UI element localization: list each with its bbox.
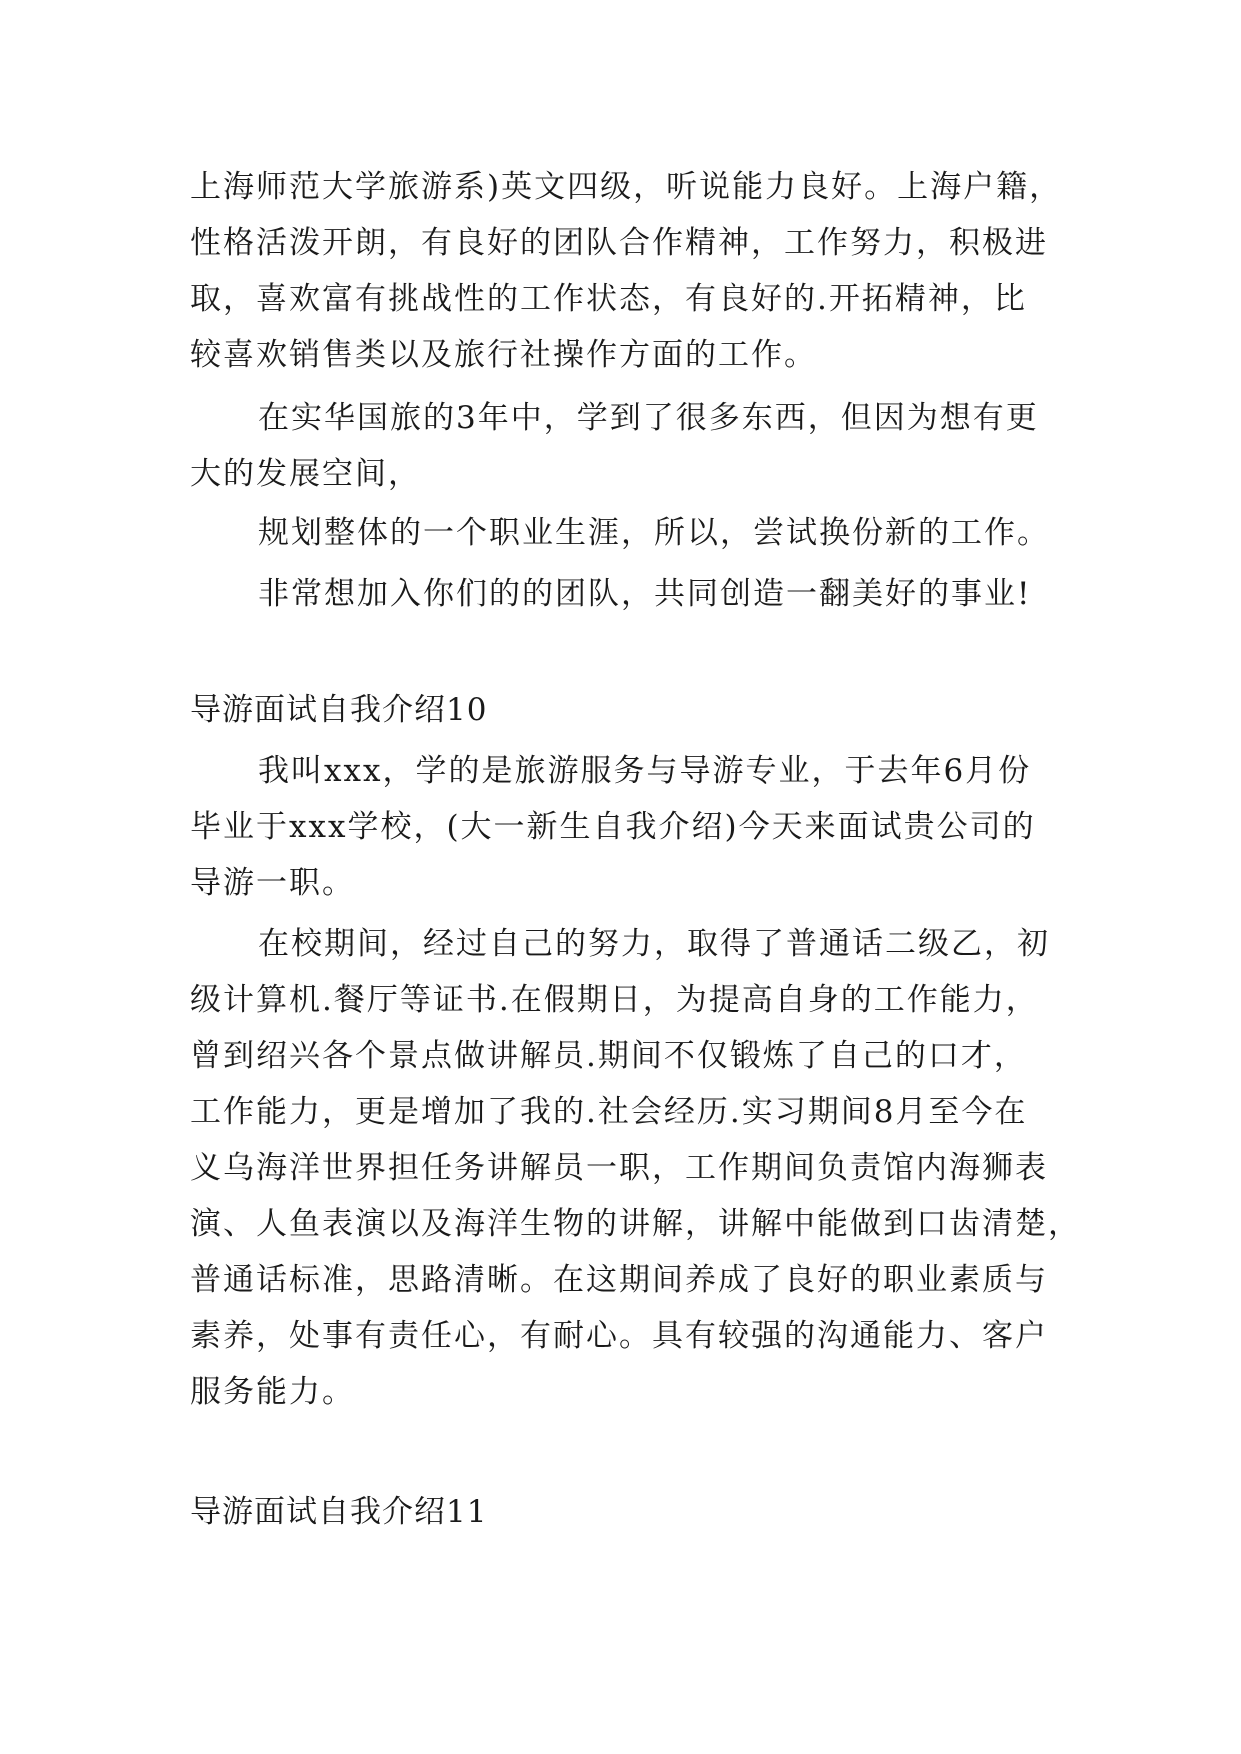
paragraph-line: 义乌海洋世界担任务讲解员一职，工作期间负责馆内海狮表	[190, 1150, 1048, 1186]
paragraph-line: 曾到绍兴各个景点做讲解员.期间不仅锻炼了自己的口才，	[190, 1038, 1027, 1074]
paragraph-line: 规划整体的一个职业生涯，所以，尝试换份新的工作。	[258, 515, 1050, 551]
paragraph-line: 在实华国旅的3年中，学到了很多东西，但因为想有更	[258, 400, 1039, 436]
paragraph-line: 演、人鱼表演以及海洋生物的讲解，讲解中能做到口齿清楚，	[190, 1206, 1081, 1242]
paragraph-line: 级计算机.餐厅等证书.在假期日，为提高自身的工作能力，	[190, 982, 1039, 1018]
paragraph-line: 取，喜欢富有挑战性的工作状态，有良好的.开拓精神，比	[190, 281, 1027, 317]
paragraph-line: 在校期间，经过自己的努力，取得了普通话二级乙，初	[258, 926, 1050, 962]
section-heading: 导游面试自我介绍10	[190, 692, 488, 728]
paragraph-line: 性格活泼开朗，有良好的团队合作精神，工作努力，积极进	[190, 225, 1048, 261]
paragraph-line: 毕业于xxx学校，(大一新生自我介绍)今天来面试贵公司的	[190, 809, 1036, 845]
paragraph-line: 服务能力。	[190, 1374, 355, 1410]
paragraph-line: 非常想加入你们的的团队，共同创造一翻美好的事业!	[258, 576, 1032, 612]
section-heading: 导游面试自我介绍11	[190, 1494, 488, 1530]
paragraph-line: 较喜欢销售类以及旅行社操作方面的工作。	[190, 337, 817, 373]
paragraph-line: 普通话标准，思路清晰。在这期间养成了良好的职业素质与	[190, 1262, 1048, 1298]
paragraph-line: 工作能力，更是增加了我的.社会经历.实习期间8月至今在	[190, 1094, 1028, 1130]
paragraph-line: 我叫xxx，学的是旅游服务与导游专业，于去年6月份	[258, 753, 1032, 789]
paragraph-line: 导游一职。	[190, 865, 355, 901]
paragraph-line: 上海师范大学旅游系)英文四级，听说能力良好。上海户籍，	[190, 169, 1063, 205]
paragraph-line: 大的发展空间，	[190, 456, 421, 492]
paragraph-line: 素养，处事有责任心，有耐心。具有较强的沟通能力、客户	[190, 1318, 1048, 1354]
